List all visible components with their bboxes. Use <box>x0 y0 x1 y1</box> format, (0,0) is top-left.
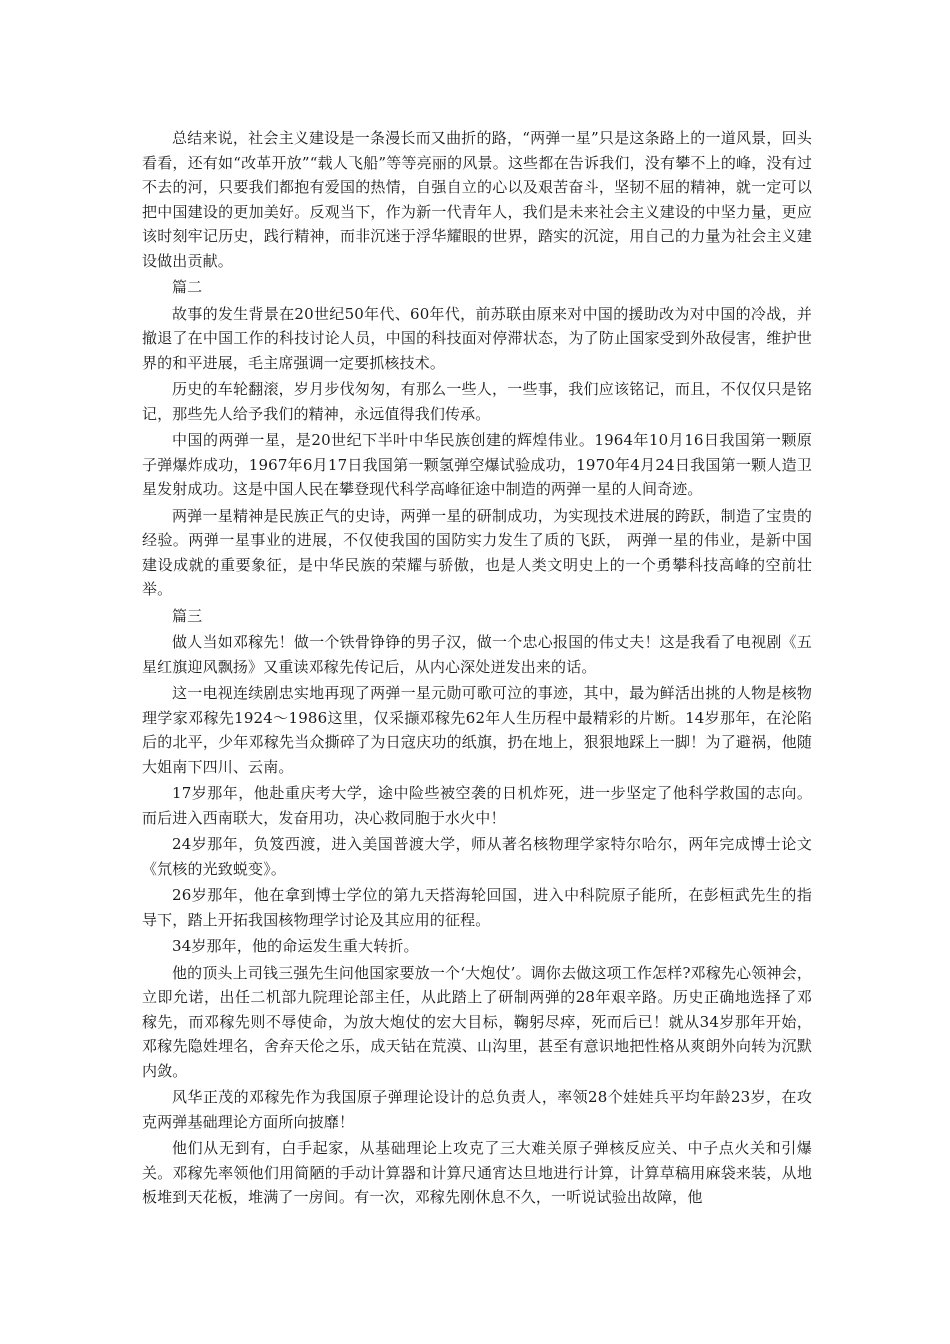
section-heading-part-two: 篇二 <box>172 278 203 296</box>
paragraph: 故事的发生背景在20世纪50年代、60年代，前苏联由原来对中国的援助改为对中国的冷战，并撤退了在中国工作的科技讨论人员，中国的科技面对停滞状态，为了防止国家受到外敌侵害，维护世界的和平进展，毛主席强调一定要抓核技术。 <box>142 304 812 372</box>
paragraph: 26岁那年，他在拿到博士学位的第九天搭海轮回国，进入中科院原子能所，在彭桓武先生的指导下，踏上开拓我国核物理学讨论及其应用的征程。 <box>142 886 812 929</box>
paragraph: 34岁那年，他的命运发生重大转折。 <box>172 937 419 955</box>
paragraph-summary: 总结来说，社会主义建设是一条漫长而又曲折的路，“两弹一星”只是这条路上的一道风景，回头看看，还有如“改革开放”“载人飞船”等等亮丽的风景。这些都在告诉我们，没有攀不上的峰，没有过不去的河，只要我们都抱有爱国的热情，自强自立的心以及艰苦奋斗，坚韧不屈的精神，就一定可以把中国建设的更加美好。反观当下，作为新一代青年人，我们是未来社会主义建设的中坚力量，更应该时刻牢记历史，践行精神，而非沉迷于浮华耀眼的世界，踏实的沉淀，用自己的力量为社会主义建设做出贡献。 <box>142 129 812 270</box>
paragraph: 17岁那年，他赴重庆考大学，途中险些被空袭的日机炸死，进一步坚定了他科学救国的志向。而后进入西南联大，发奋用功，决心救同胞于水火中！ <box>142 784 812 827</box>
paragraph: 历史的车轮翻滚，岁月步伐匆匆，有那么一些人，一些事，我们应该铭记，而且，不仅仅只是铭记，那些先人给予我们的精神，永远值得我们传承。 <box>142 380 812 423</box>
paragraph: 中国的两弹一星，是20世纪下半叶中华民族创建的辉煌伟业。1964年10月16日我国第一颗原子弹爆炸成功，1967年6月17日我国第一颗氢弹空爆试验成功，1970年4月24日我国第一颗人造卫星发射成功。这是中国人民在攀登现代科学高峰征途中制造的两弹一星的人间奇迹。 <box>142 431 812 498</box>
paragraph: 24岁那年，负笈西渡，进入美国普渡大学，师从著名核物理学家特尔哈尔，两年完成博士论文《氘核的光致蜕变》。 <box>142 835 812 878</box>
paragraph: 这一电视连续剧忠实地再现了两弹一星元勋可歌可泣的事迹，其中，最为鲜活出挑的人物是核物理学家邓稼先1924～1986这里，仅采撷邓稼先62年人生历程中最精彩的片断。14岁那年，在沦陷后的北平，少年邓稼先当众撕碎了为日寇庆功的纸旗，扔在地上，狠狠地踩上一脚！为了避祸，他随大姐南下四川、云南。 <box>142 684 812 776</box>
paragraph: 风华正茂的邓稼先作为我国原子弹理论设计的总负责人，率领28个娃娃兵平均年龄23岁，在攻克两弹基础理论方面所向披靡！ <box>142 1088 812 1131</box>
paragraph: 做人当如邓稼先！做一个铁骨铮铮的男子汉，做一个忠心报国的伟丈夫！这是我看了电视剧《五星红旗迎风飘扬》又重读邓稼先传记后，从内心深处迸发出来的话。 <box>142 633 812 676</box>
paragraph: 两弹一星精神是民族正气的史诗，两弹一星的研制成功，为实现技术进展的跨跃，制造了宝贵的经验。两弹一星事业的进展，不仅使我国的国防实力发生了质的飞跃， 两弹一星的伟业，是新中国建设成就的重要象征，是中华民族的荣耀与骄傲，也是人类文明史上的一个勇攀科技高峰的空前壮举。 <box>142 506 812 598</box>
section-heading-part-three: 篇三 <box>172 606 203 625</box>
paragraph: 他们从无到有，白手起家，从基础理论上攻克了三大难关原子弹核反应关、中子点火关和引爆关。邓稼先率领他们用简陋的手动计算器和计算尺通宵达旦地进行计算，计算草稿用麻袋来装，从地板堆到天花板，堆满了一房间。有一次，邓稼先刚休息不久，一听说试验出故障，他 <box>142 1139 812 1206</box>
paragraph: 他的顶头上司钱三强先生问他国家要放一个‘大炮仗’。调你去做这项工作怎样?邓稼先心领神会，立即允诺，出任二机部九院理论部主任，从此踏上了研制两弹的28年艰辛路。历史正确地选择了邓稼先，而邓稼先则不辱使命，为放大炮仗的宏大目标，鞠躬尽瘁，死而后已！就从34岁那年开始，邓稼先隐姓埋名，舍弃天伦之乐，成天钻在荒漠、山沟里，甚至有意识地把性格从爽朗外向转为沉默内敛。 <box>142 963 812 1080</box>
document-body <box>142 126 812 1212</box>
